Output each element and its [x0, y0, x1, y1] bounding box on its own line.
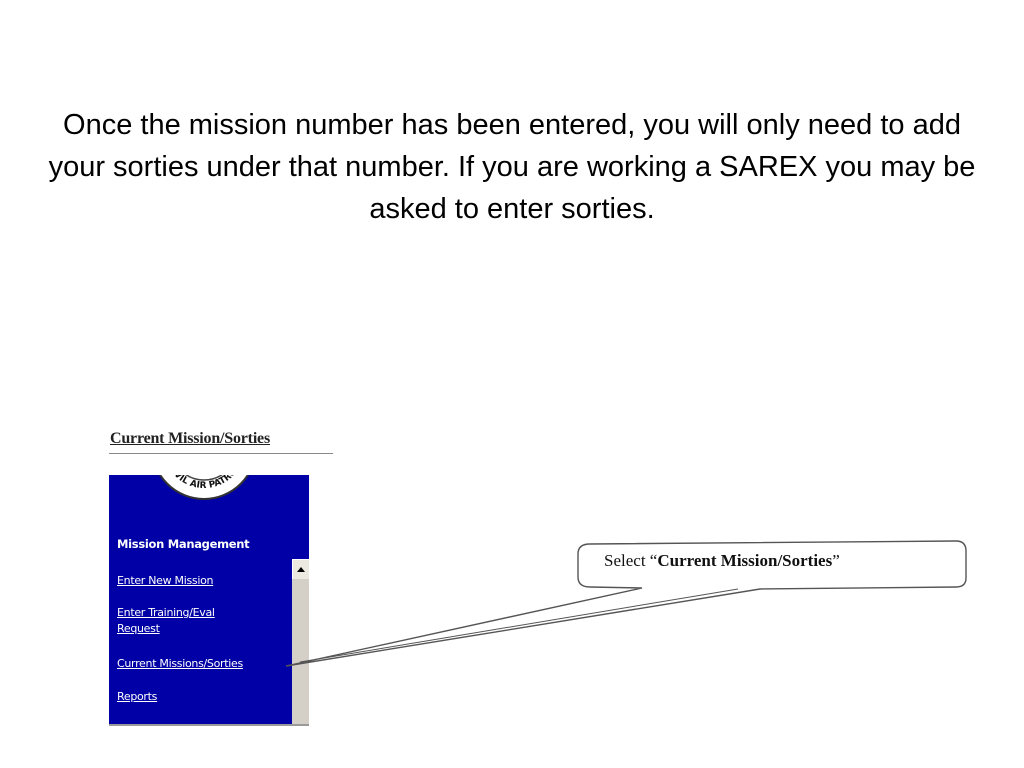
- callout-prefix: Select “: [604, 551, 658, 570]
- title-divider: [109, 453, 333, 454]
- nav-link-enter-new-mission[interactable]: Enter New Mission: [117, 574, 214, 587]
- nav-link-request[interactable]: Request: [117, 622, 160, 635]
- nav-link-reports[interactable]: Reports: [117, 690, 158, 703]
- seal-text: CIVIL AIR PATROL: [165, 462, 243, 492]
- nav-link-current-missions-sorties[interactable]: Current Missions/Sorties: [117, 657, 243, 670]
- callout-text: [604, 551, 840, 571]
- callout-pointer-line: [300, 589, 738, 662]
- cap-seal-logo: [141, 462, 267, 501]
- callout-suffix: ”: [832, 551, 840, 570]
- panel-bottom-divider: [109, 724, 309, 726]
- nav-link-enter-training-eval[interactable]: Enter Training/Eval: [117, 606, 215, 619]
- mission-management-heading: Mission Management: [117, 537, 250, 551]
- slide-heading: Once the mission number has been entered, you will only need to add your sorties under that number. If you are working a SAREX you may be asked to enter sorties.: [48, 109, 976, 225]
- callout-emphasis: Current Mission/Sorties: [657, 551, 833, 570]
- current-missions-page-title-link[interactable]: Current Mission/Sorties: [110, 430, 270, 447]
